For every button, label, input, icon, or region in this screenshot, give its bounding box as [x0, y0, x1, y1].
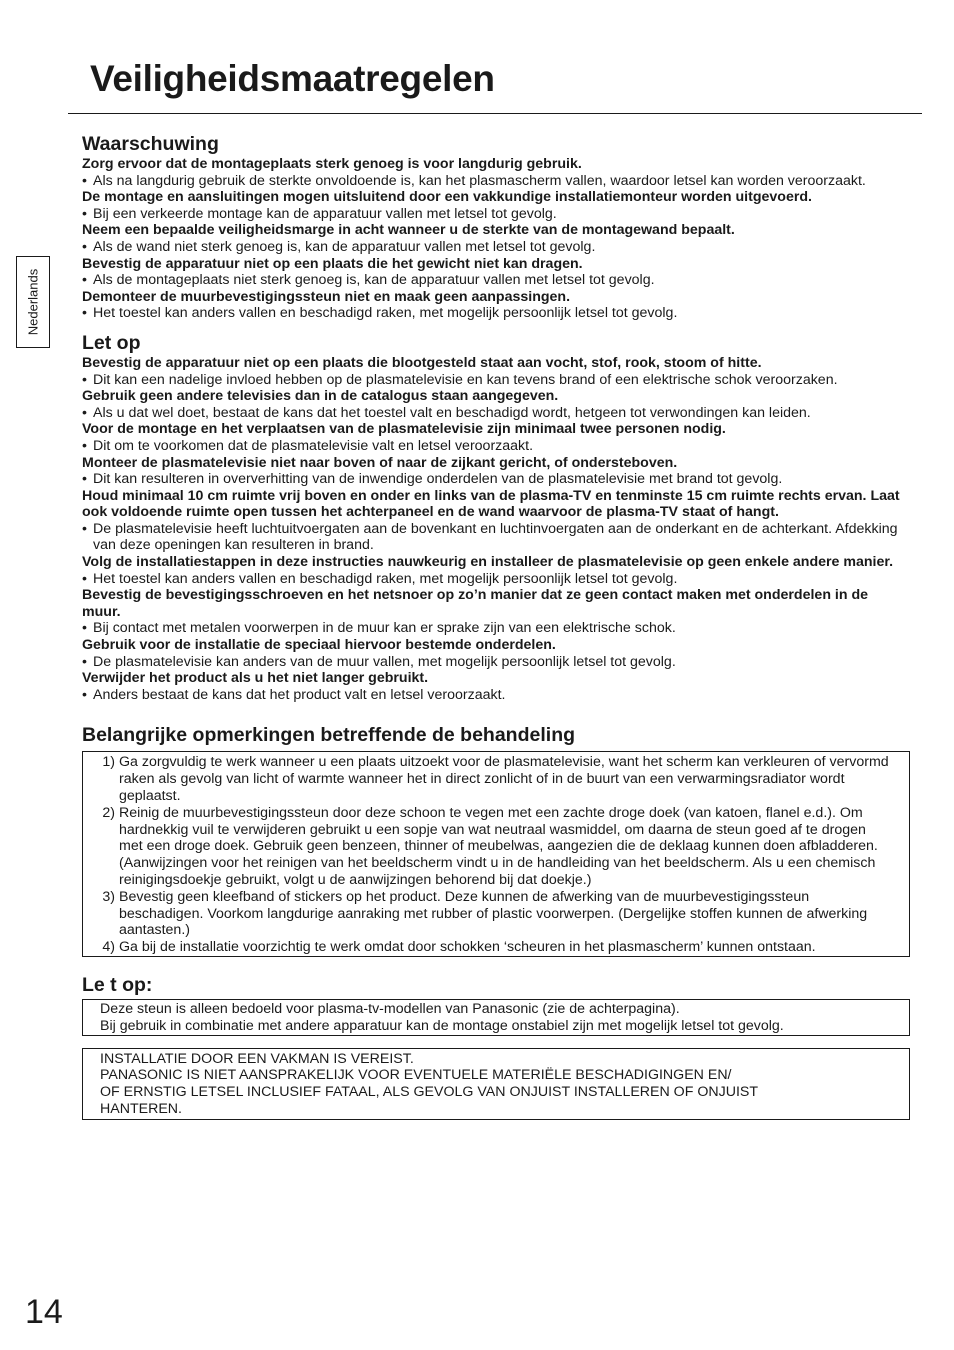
note-box: [82, 999, 910, 1036]
bullet-text: Dit kan een nadelige invloed hebben op de plasmatelevisie en kan tevens brand of een elektrische schok veroorzaken.: [93, 371, 838, 388]
bullet-text: Dit kan resulteren in oververhitting van de inwendige onderdelen van de plasmatelevisie met brand tot gevolg.: [93, 471, 783, 488]
bullet-item: [82, 654, 910, 671]
bullet-dot-icon: •: [82, 620, 87, 637]
bullet-dot-icon: •: [82, 653, 87, 670]
item-heading: Verwijder het product als u het niet langer gebruikt.: [82, 670, 429, 687]
bullet-dot-icon: •: [82, 686, 87, 703]
bullet-text: Anders bestaat de kans dat het product valt en letsel veroorzaakt.: [93, 686, 506, 703]
bullet-item: [82, 305, 910, 322]
bullet-item: [82, 687, 910, 704]
bullet-text: Als u dat wel doet, bestaat de kans dat het toestel valt en beschadigd wordt, hetgeen tot verwondingen kan leiden.: [93, 404, 811, 421]
install-notice-line: PANASONIC IS NIET AANSPRAKELIJK VOOR EVENTUELE MATERIËLE BESCHADIGINGEN EN/: [100, 1067, 732, 1084]
bullet-dot-icon: •: [82, 520, 87, 537]
item-text: [119, 805, 891, 889]
numbered-item: [83, 889, 891, 939]
install-notice-line: INSTALLATIE DOOR EEN VAKMAN IS VEREIST.: [100, 1050, 414, 1067]
item-heading: Bevestig de apparatuur niet op een plaats die het gewicht niet kan dragen.: [82, 255, 583, 272]
bullet-text: Als de montageplaats niet sterk genoeg is, kan de apparatuur vallen met letsel tot gevolg.: [93, 272, 655, 289]
warning-heading: Waarschuwing: [82, 133, 219, 155]
title-divider: [68, 113, 922, 114]
bullet-text: Het toestel kan anders vallen en beschadigd raken, met mogelijk persoonlijk letsel tot gevolg.: [93, 570, 678, 587]
item-heading: Monteer de plasmatelevisie niet naar boven of naar de zijkant gericht, of ondersteboven.: [82, 454, 678, 471]
bullet-text: Bij contact met metalen voorwerpen in de muur kan er sprake zijn van een elektrische schok.: [93, 620, 676, 637]
page-title: Veiligheidsmaatregelen: [90, 58, 495, 99]
bullet-dot-icon: •: [82, 471, 87, 488]
item-paragraph: (Aanwijzingen voor het reinigen van het beeldscherm vindt u in de handleiding van het beeldscherm. Als u een chemisch reinigingsdoekje gebruikt, volgt u de aanwijzingen behorend bij dat doekje.): [119, 855, 876, 888]
install-notice-box: [82, 1048, 910, 1120]
item-heading: Zorg ervoor dat de montageplaats sterk genoeg is voor langdurig gebruik.: [82, 156, 582, 172]
item-paragraph: Reinig de muurbevestigingssteun door deze schoon te vegen met een zachte droge doek (van katoen, flanel e.d.). Om hardnekkig vuil te verwijderen gebruikt u een sopje van wat neutraal wasmiddel, om daarna de steun goed af te drogen met een droge doek. Gebruik geen benzeen, thinner of meubelwas, aangezien die de deklaag kunnen doen afbladderen.: [119, 804, 878, 855]
bullet-item: [82, 471, 910, 488]
item-heading: Houd minimaal 10 cm ruimte vrij boven en onder en links van de plasma-TV en tenminste 15 cm ruimte rechts ervan. Laat ook voldoende ruimte open tussen het achterpaneel en de wand waarvoor de plasma-TV staat of hangt.: [82, 487, 900, 521]
bullet-dot-icon: •: [82, 172, 87, 189]
bullet-item: [82, 206, 910, 223]
warning-list: [82, 156, 910, 322]
page-number: 14: [25, 1293, 63, 1331]
item-heading: Bevestig de bevestigingsschroeven en het netsnoer op zo’n manier dat ze geen contact maken met onderdelen in de muur.: [82, 587, 869, 620]
main-content: [82, 132, 910, 1120]
bullet-dot-icon: •: [82, 371, 87, 388]
bullet-dot-icon: •: [82, 272, 87, 289]
language-side-tab-label: Nederlands: [25, 268, 41, 336]
item-heading: De montage en aansluitingen mogen uitsluitend door een vakkundige installatiemonteur worden uitgevoerd.: [82, 189, 812, 206]
bullet-text: Bij een verkeerde montage kan de apparatuur vallen met letsel tot gevolg.: [93, 205, 557, 222]
install-notice-line: OF ERNSTIG LETSEL INCLUSIEF FATAAL, ALS GEVOLG VAN ONJUIST INSTALLEREN OF ONJUIST: [100, 1084, 759, 1101]
item-number: 1): [102, 754, 115, 771]
item-heading: Gebruik voor de installatie de speciaal hiervoor bestemde onderdelen.: [82, 637, 556, 654]
item-heading: Voor de montage en het verplaatsen van de plasmatelevisie zijn minimaal twee personen nodig.: [82, 421, 726, 438]
caution-list: [82, 355, 910, 703]
item-heading: Demonteer de muurbevestigingssteun niet en maak geen aanpassingen.: [82, 288, 571, 305]
bullet-item: [82, 372, 910, 389]
item-number: 4): [102, 939, 115, 956]
bullet-text: De plasmatelevisie kan anders van de muur vallen, met mogelijk persoonlijk letsel tot gevolg.: [93, 653, 676, 670]
handling-heading: Belangrijke opmerkingen betreffende de behandeling: [82, 724, 576, 747]
bullet-dot-icon: •: [82, 570, 87, 587]
item-heading: Neem een bepaalde veiligheidsmarge in acht wanneer u de sterkte van de montagewand bepaalt.: [82, 222, 735, 239]
bullet-text: De plasmatelevisie heeft luchtuitvoergaten aan de bovenkant en luchtinvoergaten aan de onderkant en de achterkant. Afdekking van deze openingen kan resulteren in brand.: [93, 520, 898, 554]
bullet-item: [82, 405, 910, 422]
bullet-item: [82, 620, 910, 637]
bullet-item: [82, 272, 910, 289]
bullet-item: [82, 438, 910, 455]
install-notice-line: HANTEREN.: [100, 1100, 182, 1117]
bullet-dot-icon: •: [82, 305, 87, 322]
item-text: [119, 754, 891, 804]
note-line: Deze steun is alleen bedoeld voor plasma-tv-modellen van Panasonic (zie de achterpagina).: [100, 1000, 680, 1017]
bullet-dot-icon: •: [82, 238, 87, 255]
handling-notes-box: [82, 751, 910, 957]
bullet-item: [82, 571, 910, 588]
numbered-item: [83, 754, 891, 804]
item-heading: Bevestig de apparatuur niet op een plaats die blootgesteld staat aan vocht, stof, rook, stoom of hitte.: [82, 354, 762, 371]
bullet-item: [82, 239, 910, 256]
caution-heading: Let op: [82, 331, 141, 354]
bullet-text: Het toestel kan anders vallen en beschadigd raken, met mogelijk persoonlijk letsel tot gevolg.: [93, 305, 678, 322]
item-heading: Volg de installatiestappen in deze instructies nauwkeurig en installeer de plasmatelevisie op geen enkele andere manier.: [82, 554, 894, 571]
bullet-item: [82, 173, 910, 190]
item-text: [119, 889, 891, 939]
numbered-item: [83, 939, 891, 956]
item-text: [119, 939, 891, 956]
bullet-item: [82, 521, 910, 554]
bullet-dot-icon: •: [82, 437, 87, 454]
bullet-text: Als na langdurig gebruik de sterkte onvoldoende is, kan het plasmascherm vallen, waardoor letsel kan worden veroorzaakt.: [93, 172, 866, 189]
bullet-dot-icon: •: [82, 205, 87, 222]
note-heading: Le t op:: [82, 973, 153, 996]
item-number: 2): [102, 804, 115, 821]
item-paragraph: Ga bij de installatie voorzichtig te werk omdat door schokken ‘scheuren in het plasmascherm’ kunnen ontstaan.: [119, 939, 816, 956]
bullet-text: Als de wand niet sterk genoeg is, kan de apparatuur vallen met letsel tot gevolg.: [93, 238, 596, 255]
item-heading: Gebruik geen andere televisies dan in de catalogus staan aangegeven.: [82, 388, 559, 405]
numbered-item: [83, 805, 891, 889]
item-paragraph: Ga zorgvuldig te werk wanneer u een plaats uitzoekt voor de plasmatelevisie, want het scherm kan verkleuren of vervormd raken als gevolg van licht of warmte wanneer het in direct zonlicht of in de buurt van een verwarmingsradiator wordt geplaatst.: [119, 754, 889, 804]
item-number: 3): [102, 888, 115, 905]
item-paragraph: Bevestig geen kleefband of stickers op het product. Deze kunnen de afwerking van de muurbevestigingssteun beschadigen. Voorkom langdurige aanraking met rubber of plastic voorwerpen. (Dergelijke stoffen kunnen de afwerking aantasten.): [119, 888, 868, 939]
bullet-text: Dit om te voorkomen dat de plasmatelevisie valt en letsel veroorzaakt.: [93, 437, 534, 454]
bullet-dot-icon: •: [82, 404, 87, 421]
language-side-tab: [16, 256, 50, 348]
note-line: Bij gebruik in combinatie met andere apparatuur kan de montage onstabiel zijn met mogelijk letsel tot gevolg.: [100, 1017, 784, 1034]
